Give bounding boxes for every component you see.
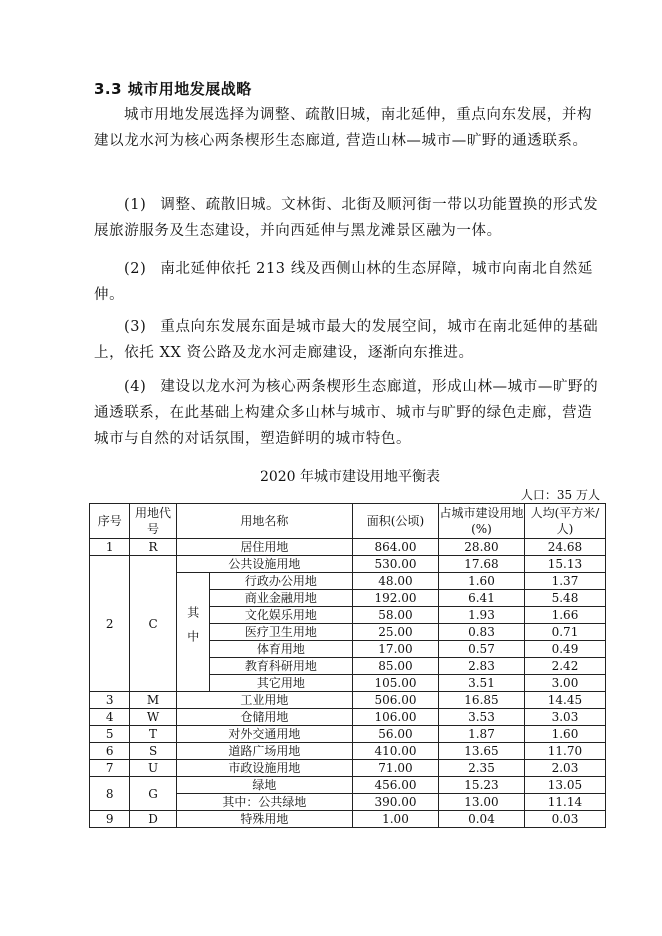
table-row [90,709,606,726]
cell-no: 8 [90,777,130,811]
item-text: 重点向东发展东面是城市最大的发展空间，城市在南北延伸的基础上，依托 XX 资公路及龙水河走廊建设，逐渐向东推进。 [94,319,599,361]
header-share: 占城市建设用地(%) [439,504,525,539]
item-text: 南北延伸依托 213 线及西侧山林的生态屏障，城市向南北自然延伸。 [94,261,593,303]
cell-name: 其中：公共绿地 [176,794,352,811]
cell-no: 3 [90,692,130,709]
strategy-item-4 [94,374,606,452]
item-number: (1) [124,197,147,213]
table-row [90,726,606,743]
cell-area: 71.00 [352,760,438,777]
cell-area: 530.00 [352,556,438,573]
cell-per-capita: 0.49 [524,641,605,658]
cell-share: 1.93 [439,607,525,624]
item-number: (2) [124,261,147,277]
cell-per-capita: 24.68 [524,539,605,556]
cell-area: 456.00 [352,777,438,794]
cell-share: 3.53 [439,709,525,726]
cell-area: 192.00 [352,590,438,607]
cell-no: 4 [90,709,130,726]
cell-per-capita: 15.13 [524,556,605,573]
item-number: (4) [124,379,147,395]
cell-name: 公共设施用地 [176,556,352,573]
cell-per-capita: 11.14 [524,794,605,811]
cell-code: C [130,556,176,692]
cell-code: G [130,777,176,811]
cell-area: 105.00 [352,675,438,692]
cell-no: 7 [90,760,130,777]
cell-share: 13.00 [439,794,525,811]
cell-share: 3.51 [439,675,525,692]
header-no: 序号 [90,504,130,539]
item-text: 调整、疏散旧城。文林街、北街及顺河街一带以功能置换的形式发展旅游服务及生态建设，并向西延伸与黑龙滩景区融为一体。 [94,197,599,239]
table-row [90,760,606,777]
cell-per-capita: 1.60 [524,726,605,743]
cell-code: S [130,743,176,760]
cell-name: 文化娱乐用地 [209,607,352,624]
cell-area: 410.00 [352,743,438,760]
cell-area: 390.00 [352,794,438,811]
cell-per-capita: 2.42 [524,658,605,675]
cell-share: 13.65 [439,743,525,760]
cell-share: 6.41 [439,590,525,607]
cell-no: 5 [90,726,130,743]
cell-share: 16.85 [439,692,525,709]
cell-no: 6 [90,743,130,760]
cell-share: 0.83 [439,624,525,641]
cell-share: 2.35 [439,760,525,777]
land-use-table [89,503,606,828]
table-header-row [90,504,606,539]
cell-share: 0.57 [439,641,525,658]
cell-code: W [130,709,176,726]
cell-share: 1.87 [439,726,525,743]
cell-name: 教育科研用地 [209,658,352,675]
cell-no: 9 [90,811,130,828]
cell-area: 85.00 [352,658,438,675]
cell-per-capita: 5.48 [524,590,605,607]
cell-name: 体育用地 [209,641,352,658]
cell-per-capita: 0.03 [524,811,605,828]
item-text: 建设以龙水河为核心两条楔形生态廊道，形成山林—城市—旷野的通透联系，在此基础上构建众多山林与城市、城市与旷野的绿色走廊，营造城市与自然的对话氛围，塑造鲜明的城市特色。 [94,379,599,447]
cell-per-capita: 3.03 [524,709,605,726]
cell-share: 15.23 [439,777,525,794]
cell-code: U [130,760,176,777]
header-per-capita: 人均(平方米/人) [524,504,605,539]
qizhong-label: 其中 [185,606,200,654]
cell-per-capita: 14.45 [524,692,605,709]
cell-name: 道路广场用地 [176,743,352,760]
cell-per-capita: 1.66 [524,607,605,624]
cell-area: 864.00 [352,539,438,556]
cell-code: D [130,811,176,828]
header-name: 用地名称 [176,504,352,539]
table-caption: 2020 年城市建设用地平衡表 [259,469,441,485]
cell-share: 1.60 [439,573,525,590]
cell-name: 工业用地 [176,692,352,709]
population-note: 人口：35 万人 [520,488,600,502]
cell-name: 行政办公用地 [209,573,352,590]
cell-name: 其它用地 [209,675,352,692]
item-number: (3) [124,319,147,335]
cell-share: 17.68 [439,556,525,573]
cell-area: 506.00 [352,692,438,709]
header-area: 面积(公顷) [352,504,438,539]
strategy-item-2 [94,256,606,308]
cell-name: 商业金融用地 [209,590,352,607]
cell-area: 48.00 [352,573,438,590]
cell-per-capita: 2.03 [524,760,605,777]
cell-no: 2 [90,556,130,692]
table-row [90,556,606,573]
cell-area: 25.00 [352,624,438,641]
cell-name: 仓储用地 [176,709,352,726]
section-heading: 3.3 城市用地发展战略 [94,80,252,98]
cell-code: T [130,726,176,743]
cell-share: 28.80 [439,539,525,556]
header-code: 用地代号 [130,504,176,539]
cell-share: 0.04 [439,811,525,828]
strategy-item-3 [94,314,606,366]
cell-name: 居住用地 [176,539,352,556]
cell-code: M [130,692,176,709]
cell-per-capita: 3.00 [524,675,605,692]
cell-no: 1 [90,539,130,556]
table-row [90,539,606,556]
cell-per-capita: 11.70 [524,743,605,760]
cell-name: 对外交通用地 [176,726,352,743]
table-row [90,811,606,828]
cell-area: 56.00 [352,726,438,743]
cell-per-capita: 13.05 [524,777,605,794]
cell-name: 特殊用地 [176,811,352,828]
cell-name: 绿地 [176,777,352,794]
cell-qizhong [176,573,209,692]
table-row [90,777,606,794]
cell-area: 58.00 [352,607,438,624]
cell-share: 2.83 [439,658,525,675]
cell-area: 17.00 [352,641,438,658]
cell-per-capita: 0.71 [524,624,605,641]
table-row [90,743,606,760]
cell-name: 医疗卫生用地 [209,624,352,641]
intro-paragraph: 城市用地发展选择为调整、疏散旧城，南北延伸，重点向东发展，并构建以龙水河为核心两条楔形生态廊道, 营造山林—城市—旷野的通透联系。 [94,107,593,149]
cell-area: 106.00 [352,709,438,726]
cell-code: R [130,539,176,556]
cell-name: 市政设施用地 [176,760,352,777]
cell-per-capita: 1.37 [524,573,605,590]
cell-area: 1.00 [352,811,438,828]
table-row [90,692,606,709]
strategy-item-1 [94,192,606,244]
